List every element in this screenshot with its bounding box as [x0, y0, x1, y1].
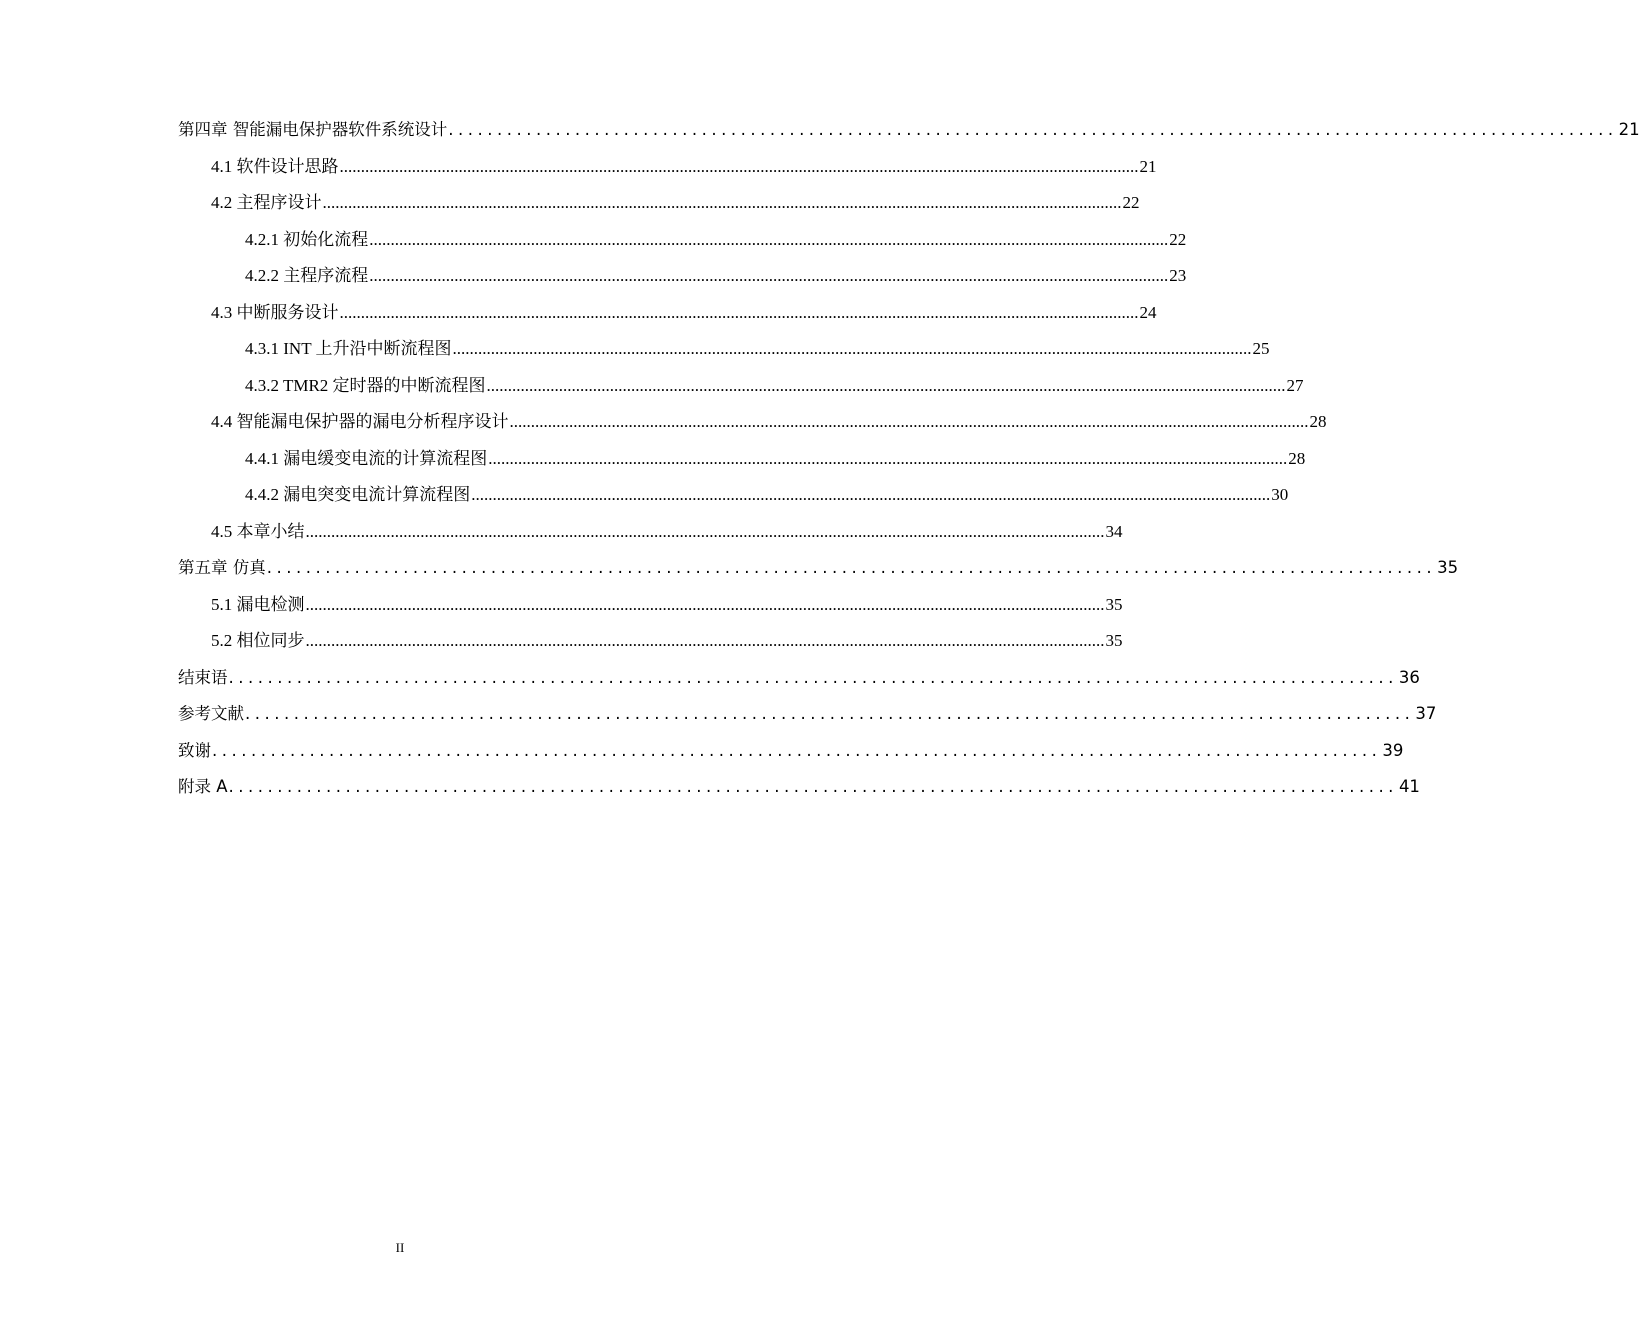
toc-entry-page: 35 — [1105, 594, 1123, 614]
toc-entry-title: 4.2 主程序设计 — [211, 193, 322, 212]
toc-entry-title: 4.4.1 漏电缓变电流的计算流程图 — [245, 448, 488, 468]
toc-entry-title: 致谢 — [178, 740, 211, 760]
toc-leader-dots: ........................................................................................................................ — [245, 704, 1415, 723]
toc-entry-title: 4.1 软件设计思路 — [211, 156, 339, 176]
table-of-contents — [178, 112, 1640, 806]
toc-leader-dots: ............................................................................................................................................................................................ — [305, 594, 1105, 614]
toc-entry-page: 27 — [1286, 375, 1304, 395]
toc-entry[interactable] — [178, 331, 1270, 368]
toc-entry[interactable] — [178, 368, 1304, 405]
toc-entry-page: 22 — [1122, 193, 1140, 212]
toc-entry[interactable] — [178, 514, 1123, 551]
toc-entry-page: 25 — [1252, 339, 1270, 358]
toc-leader-dots: ........................................................................................................................ — [212, 740, 1382, 760]
toc-entry-page: 36 — [1398, 667, 1420, 687]
toc-entry[interactable] — [178, 112, 1640, 149]
toc-entry-title: 结束语 — [178, 667, 228, 687]
toc-entry-page: 30 — [1271, 485, 1289, 504]
toc-leader-dots: ............................................................................................................................................................................................ — [452, 339, 1252, 358]
toc-leader-dots: ............................................................................................................................................................................................ — [339, 156, 1139, 176]
toc-entry[interactable] — [178, 696, 1437, 733]
toc-entry-title: 参考文献 — [178, 704, 244, 723]
toc-entry-page: 28 — [1288, 448, 1306, 468]
toc-leader-dots: ........................................................................................................................ — [228, 667, 1398, 687]
toc-leader-dots: ............................................................................................................................................................................................ — [339, 302, 1139, 322]
toc-entry-title: 4.3.1 INT 上升沿中断流程图 — [245, 339, 452, 358]
toc-leader-dots: ........................................................................................................................ — [228, 777, 1398, 796]
toc-entry-page: 21 — [1139, 156, 1157, 176]
toc-entry-page: 28 — [1309, 412, 1327, 431]
toc-entry-page: 34 — [1105, 521, 1123, 541]
toc-entry[interactable] — [178, 222, 1187, 259]
toc-entry-title: 5.2 相位同步 — [211, 631, 305, 650]
toc-leader-dots: ............................................................................................................................................................................................ — [305, 521, 1105, 541]
toc-entry[interactable] — [178, 660, 1420, 697]
toc-leader-dots: ........................................................................................................................ — [266, 558, 1437, 577]
toc-entry[interactable] — [178, 295, 1157, 332]
toc-entry-page: 24 — [1139, 302, 1157, 322]
toc-leader-dots: ............................................................................................................................................................................................ — [322, 193, 1122, 212]
toc-entry-title: 第五章 仿真 — [178, 558, 266, 577]
toc-leader-dots: ............................................................................................................................................................................................ — [471, 485, 1271, 504]
toc-entry[interactable] — [178, 258, 1187, 295]
toc-entry-title: 4.5 本章小结 — [211, 521, 305, 541]
toc-leader-dots: ............................................................................................................................................................................................ — [369, 266, 1169, 285]
toc-entry-title: 4.2.1 初始化流程 — [245, 229, 369, 249]
toc-entry-title: 4.4 智能漏电保护器的漏电分析程序设计 — [211, 412, 509, 431]
toc-leader-dots: ............................................................................................................................................................................................ — [369, 229, 1169, 249]
toc-entry-title: 4.3 中断服务设计 — [211, 302, 339, 322]
toc-entry[interactable] — [178, 404, 1327, 441]
toc-entry-title: 附录 A — [178, 777, 228, 796]
toc-leader-dots: ........................................................................................................................ — [448, 120, 1618, 139]
toc-entry-title: 第四章 智能漏电保护器软件系统设计 — [178, 120, 448, 139]
toc-entry-page: 22 — [1169, 229, 1187, 249]
toc-entry[interactable] — [178, 149, 1157, 186]
toc-entry[interactable] — [178, 550, 1459, 587]
toc-leader-dots: ............................................................................................................................................................................................ — [488, 448, 1288, 468]
toc-entry-title: 4.4.2 漏电突变电流计算流程图 — [245, 485, 471, 504]
toc-entry-title: 4.3.2 TMR2 定时器的中断流程图 — [245, 375, 486, 395]
toc-entry[interactable] — [178, 769, 1420, 806]
toc-entry-page: 35 — [1437, 558, 1459, 577]
toc-entry[interactable] — [178, 623, 1123, 660]
toc-entry-title: 4.2.2 主程序流程 — [245, 266, 369, 285]
toc-leader-dots: ............................................................................................................................................................................................ — [486, 375, 1286, 395]
toc-entry-page: 41 — [1398, 777, 1420, 796]
toc-entry[interactable] — [178, 441, 1306, 478]
toc-entry-page: 35 — [1105, 631, 1123, 650]
toc-leader-dots: ............................................................................................................................................................................................ — [509, 412, 1309, 431]
toc-leader-dots: ............................................................................................................................................................................................ — [305, 631, 1105, 650]
toc-entry[interactable] — [178, 587, 1123, 624]
toc-entry[interactable] — [178, 185, 1140, 222]
toc-entry[interactable] — [178, 733, 1404, 770]
toc-entry-page: 21 — [1618, 120, 1640, 139]
toc-entry-page: 23 — [1169, 266, 1187, 285]
toc-entry-page: 37 — [1415, 704, 1437, 723]
toc-entry[interactable] — [178, 477, 1289, 514]
toc-entry-title: 5.1 漏电检测 — [211, 594, 305, 614]
page-number: II — [395, 1240, 405, 1255]
toc-entry-page: 39 — [1382, 740, 1404, 760]
